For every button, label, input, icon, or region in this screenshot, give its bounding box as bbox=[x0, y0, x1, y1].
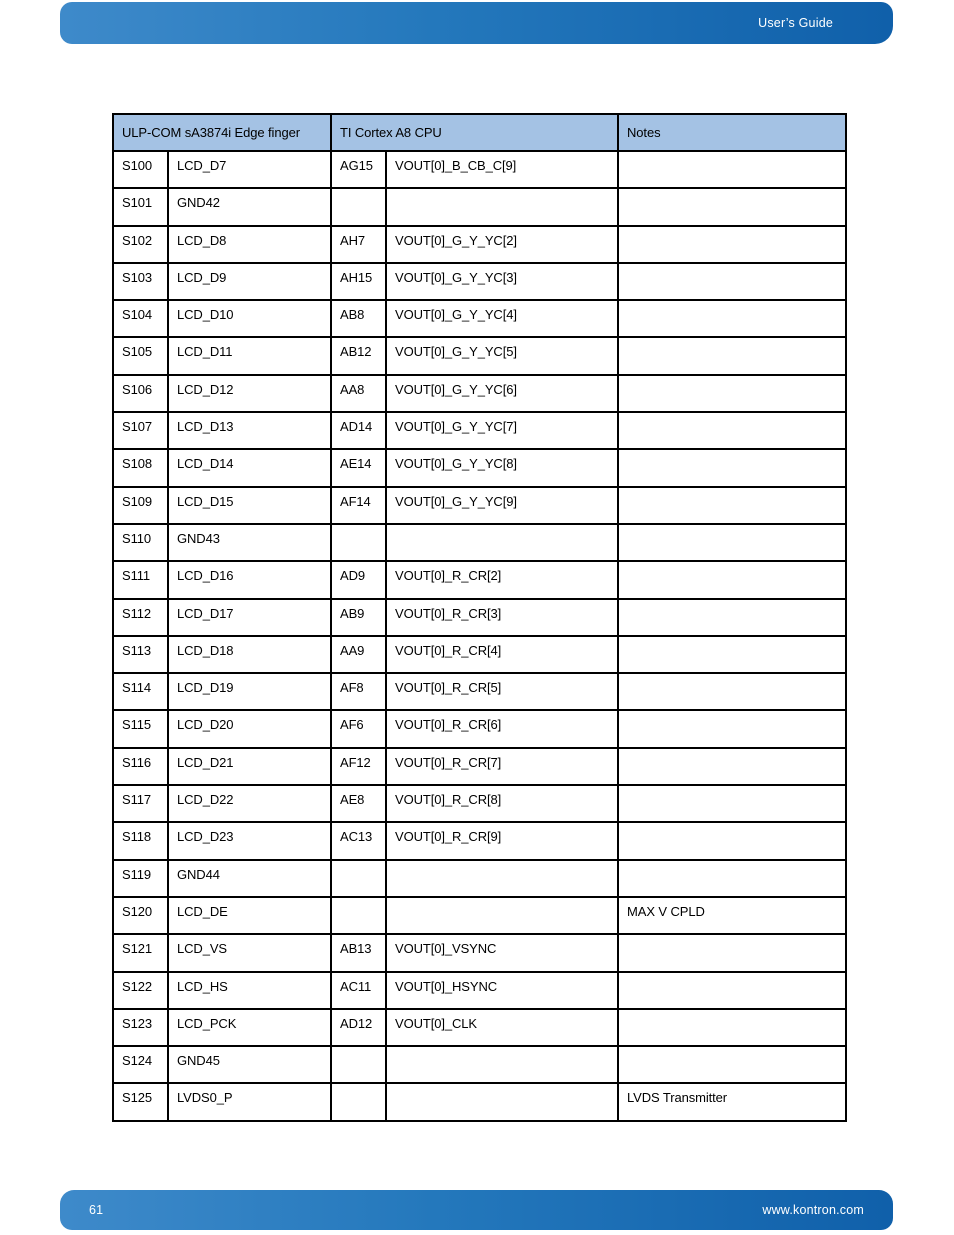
table-row bbox=[113, 710, 846, 747]
website-text: www.kontron.com bbox=[762, 1203, 864, 1217]
cpu-pin-cell: AB13 bbox=[331, 934, 386, 971]
cpu-signal-cell: VOUT[0]_R_CR[5] bbox=[386, 673, 618, 710]
cpu-signal-cell: VOUT[0]_HSYNC bbox=[386, 972, 618, 1009]
cpu-signal-cell: VOUT[0]_G_Y_YC[2] bbox=[386, 226, 618, 263]
notes-cell bbox=[618, 300, 846, 337]
edge-pin-cell: S125 bbox=[113, 1083, 168, 1121]
edge-signal-cell: LCD_DE bbox=[168, 897, 331, 934]
table-row bbox=[113, 226, 846, 263]
edge-pin-cell: S113 bbox=[113, 636, 168, 673]
notes-cell bbox=[618, 748, 846, 785]
table-row bbox=[113, 636, 846, 673]
column-header-edge-finger: ULP-COM sA3874i Edge finger bbox=[113, 114, 331, 151]
edge-pin-cell: S115 bbox=[113, 710, 168, 747]
cpu-pin-cell: AH7 bbox=[331, 226, 386, 263]
edge-signal-cell: LCD_D21 bbox=[168, 748, 331, 785]
table-header-row bbox=[113, 114, 846, 151]
cpu-signal-cell: VOUT[0]_R_CR[2] bbox=[386, 561, 618, 598]
edge-pin-cell: S103 bbox=[113, 263, 168, 300]
table-row bbox=[113, 1083, 846, 1121]
notes-cell bbox=[618, 822, 846, 859]
cpu-signal-cell: VOUT[0]_G_Y_YC[3] bbox=[386, 263, 618, 300]
edge-signal-cell: LCD_PCK bbox=[168, 1009, 331, 1046]
table-row bbox=[113, 822, 846, 859]
cpu-signal-cell: VOUT[0]_R_CR[3] bbox=[386, 599, 618, 636]
table-row bbox=[113, 748, 846, 785]
cpu-signal-cell: VOUT[0]_CLK bbox=[386, 1009, 618, 1046]
table-row bbox=[113, 785, 846, 822]
edge-pin-cell: S102 bbox=[113, 226, 168, 263]
notes-cell bbox=[618, 151, 846, 188]
notes-cell bbox=[618, 375, 846, 412]
cpu-pin-cell bbox=[331, 188, 386, 225]
cpu-pin-cell bbox=[331, 897, 386, 934]
cpu-signal-cell bbox=[386, 897, 618, 934]
cpu-pin-cell: AB12 bbox=[331, 337, 386, 374]
page-title: User’s Guide bbox=[758, 16, 833, 30]
cpu-signal-cell: VOUT[0]_G_Y_YC[4] bbox=[386, 300, 618, 337]
edge-pin-cell: S100 bbox=[113, 151, 168, 188]
edge-pin-cell: S119 bbox=[113, 860, 168, 897]
cpu-pin-cell: AF14 bbox=[331, 487, 386, 524]
cpu-pin-cell bbox=[331, 524, 386, 561]
edge-pin-cell: S108 bbox=[113, 449, 168, 486]
edge-pin-cell: S117 bbox=[113, 785, 168, 822]
notes-cell bbox=[618, 337, 846, 374]
notes-cell bbox=[618, 1046, 846, 1083]
cpu-signal-cell: VOUT[0]_G_Y_YC[5] bbox=[386, 337, 618, 374]
page-number: 61 bbox=[89, 1203, 104, 1217]
table-row bbox=[113, 860, 846, 897]
edge-signal-cell: LCD_D11 bbox=[168, 337, 331, 374]
notes-cell bbox=[618, 636, 846, 673]
cpu-pin-cell bbox=[331, 1046, 386, 1083]
edge-signal-cell: GND44 bbox=[168, 860, 331, 897]
cpu-signal-cell: VOUT[0]_VSYNC bbox=[386, 934, 618, 971]
cpu-pin-cell bbox=[331, 860, 386, 897]
edge-signal-cell: LCD_D13 bbox=[168, 412, 331, 449]
edge-signal-cell: GND42 bbox=[168, 188, 331, 225]
cpu-pin-cell: AB9 bbox=[331, 599, 386, 636]
table-row bbox=[113, 337, 846, 374]
notes-cell bbox=[618, 673, 846, 710]
notes-cell bbox=[618, 972, 846, 1009]
cpu-signal-cell bbox=[386, 1046, 618, 1083]
notes-cell: MAX V CPLD bbox=[618, 897, 846, 934]
notes-cell bbox=[618, 449, 846, 486]
table-body bbox=[113, 151, 846, 1121]
edge-signal-cell: GND45 bbox=[168, 1046, 331, 1083]
notes-cell bbox=[618, 524, 846, 561]
column-header-cpu: TI Cortex A8 CPU bbox=[331, 114, 618, 151]
cpu-pin-cell: AD12 bbox=[331, 1009, 386, 1046]
edge-pin-cell: S104 bbox=[113, 300, 168, 337]
edge-signal-cell: LCD_D16 bbox=[168, 561, 331, 598]
cpu-signal-cell: VOUT[0]_G_Y_YC[7] bbox=[386, 412, 618, 449]
column-header-notes: Notes bbox=[618, 114, 846, 151]
cpu-pin-cell: AD9 bbox=[331, 561, 386, 598]
edge-signal-cell: LCD_HS bbox=[168, 972, 331, 1009]
table-row bbox=[113, 599, 846, 636]
table-row bbox=[113, 263, 846, 300]
edge-pin-cell: S106 bbox=[113, 375, 168, 412]
header-bar bbox=[60, 2, 893, 44]
cpu-signal-cell: VOUT[0]_R_CR[8] bbox=[386, 785, 618, 822]
cpu-pin-cell: AF6 bbox=[331, 710, 386, 747]
cpu-pin-cell: AH15 bbox=[331, 263, 386, 300]
edge-signal-cell: LCD_D7 bbox=[168, 151, 331, 188]
notes-cell bbox=[618, 710, 846, 747]
signal-mapping-table bbox=[112, 113, 847, 1122]
edge-pin-cell: S122 bbox=[113, 972, 168, 1009]
table-row bbox=[113, 897, 846, 934]
notes-cell bbox=[618, 226, 846, 263]
cpu-signal-cell: VOUT[0]_R_CR[4] bbox=[386, 636, 618, 673]
cpu-pin-cell: AF12 bbox=[331, 748, 386, 785]
notes-cell: LVDS Transmitter bbox=[618, 1083, 846, 1121]
cpu-pin-cell: AG15 bbox=[331, 151, 386, 188]
edge-signal-cell: LCD_D17 bbox=[168, 599, 331, 636]
edge-signal-cell: LCD_D22 bbox=[168, 785, 331, 822]
edge-pin-cell: S110 bbox=[113, 524, 168, 561]
edge-pin-cell: S107 bbox=[113, 412, 168, 449]
notes-cell bbox=[618, 412, 846, 449]
notes-cell bbox=[618, 785, 846, 822]
cpu-pin-cell: AC11 bbox=[331, 972, 386, 1009]
cpu-pin-cell bbox=[331, 1083, 386, 1121]
edge-signal-cell: LCD_D8 bbox=[168, 226, 331, 263]
edge-signal-cell: LCD_D9 bbox=[168, 263, 331, 300]
notes-cell bbox=[618, 934, 846, 971]
edge-signal-cell: LCD_D19 bbox=[168, 673, 331, 710]
cpu-pin-cell: AF8 bbox=[331, 673, 386, 710]
table-row bbox=[113, 934, 846, 971]
table-row bbox=[113, 375, 846, 412]
table-row bbox=[113, 412, 846, 449]
edge-signal-cell: LCD_D23 bbox=[168, 822, 331, 859]
cpu-pin-cell: AC13 bbox=[331, 822, 386, 859]
notes-cell bbox=[618, 188, 846, 225]
cpu-signal-cell: VOUT[0]_G_Y_YC[6] bbox=[386, 375, 618, 412]
cpu-pin-cell: AA8 bbox=[331, 375, 386, 412]
table-row bbox=[113, 1046, 846, 1083]
edge-pin-cell: S121 bbox=[113, 934, 168, 971]
table-row bbox=[113, 673, 846, 710]
edge-signal-cell: LCD_VS bbox=[168, 934, 331, 971]
cpu-pin-cell: AE8 bbox=[331, 785, 386, 822]
edge-pin-cell: S105 bbox=[113, 337, 168, 374]
cpu-pin-cell: AD14 bbox=[331, 412, 386, 449]
cpu-signal-cell: VOUT[0]_G_Y_YC[9] bbox=[386, 487, 618, 524]
cpu-signal-cell: VOUT[0]_R_CR[9] bbox=[386, 822, 618, 859]
notes-cell bbox=[618, 860, 846, 897]
notes-cell bbox=[618, 599, 846, 636]
cpu-pin-cell: AA9 bbox=[331, 636, 386, 673]
edge-pin-cell: S101 bbox=[113, 188, 168, 225]
edge-pin-cell: S120 bbox=[113, 897, 168, 934]
table-row bbox=[113, 524, 846, 561]
table-row bbox=[113, 561, 846, 598]
edge-pin-cell: S111 bbox=[113, 561, 168, 598]
cpu-pin-cell: AB8 bbox=[331, 300, 386, 337]
table-row bbox=[113, 188, 846, 225]
notes-cell bbox=[618, 1009, 846, 1046]
cpu-pin-cell: AE14 bbox=[331, 449, 386, 486]
edge-pin-cell: S123 bbox=[113, 1009, 168, 1046]
edge-signal-cell: LCD_D18 bbox=[168, 636, 331, 673]
edge-signal-cell: LCD_D15 bbox=[168, 487, 331, 524]
edge-signal-cell: GND43 bbox=[168, 524, 331, 561]
edge-pin-cell: S109 bbox=[113, 487, 168, 524]
edge-signal-cell: LCD_D10 bbox=[168, 300, 331, 337]
edge-signal-cell: LVDS0_P bbox=[168, 1083, 331, 1121]
edge-pin-cell: S118 bbox=[113, 822, 168, 859]
cpu-signal-cell bbox=[386, 188, 618, 225]
edge-pin-cell: S114 bbox=[113, 673, 168, 710]
cpu-signal-cell: VOUT[0]_R_CR[7] bbox=[386, 748, 618, 785]
edge-signal-cell: LCD_D12 bbox=[168, 375, 331, 412]
edge-pin-cell: S112 bbox=[113, 599, 168, 636]
table-row bbox=[113, 449, 846, 486]
table-row bbox=[113, 972, 846, 1009]
notes-cell bbox=[618, 487, 846, 524]
cpu-signal-cell bbox=[386, 524, 618, 561]
notes-cell bbox=[618, 561, 846, 598]
cpu-signal-cell: VOUT[0]_G_Y_YC[8] bbox=[386, 449, 618, 486]
cpu-signal-cell: VOUT[0]_R_CR[6] bbox=[386, 710, 618, 747]
table-row bbox=[113, 487, 846, 524]
table-row bbox=[113, 151, 846, 188]
edge-signal-cell: LCD_D20 bbox=[168, 710, 331, 747]
table-row bbox=[113, 1009, 846, 1046]
notes-cell bbox=[618, 263, 846, 300]
cpu-signal-cell: VOUT[0]_B_CB_C[9] bbox=[386, 151, 618, 188]
cpu-signal-cell bbox=[386, 860, 618, 897]
footer-bar bbox=[60, 1190, 893, 1230]
edge-signal-cell: LCD_D14 bbox=[168, 449, 331, 486]
signal-mapping-table-container bbox=[112, 113, 847, 1122]
cpu-signal-cell bbox=[386, 1083, 618, 1121]
edge-pin-cell: S116 bbox=[113, 748, 168, 785]
edge-pin-cell: S124 bbox=[113, 1046, 168, 1083]
table-row bbox=[113, 300, 846, 337]
